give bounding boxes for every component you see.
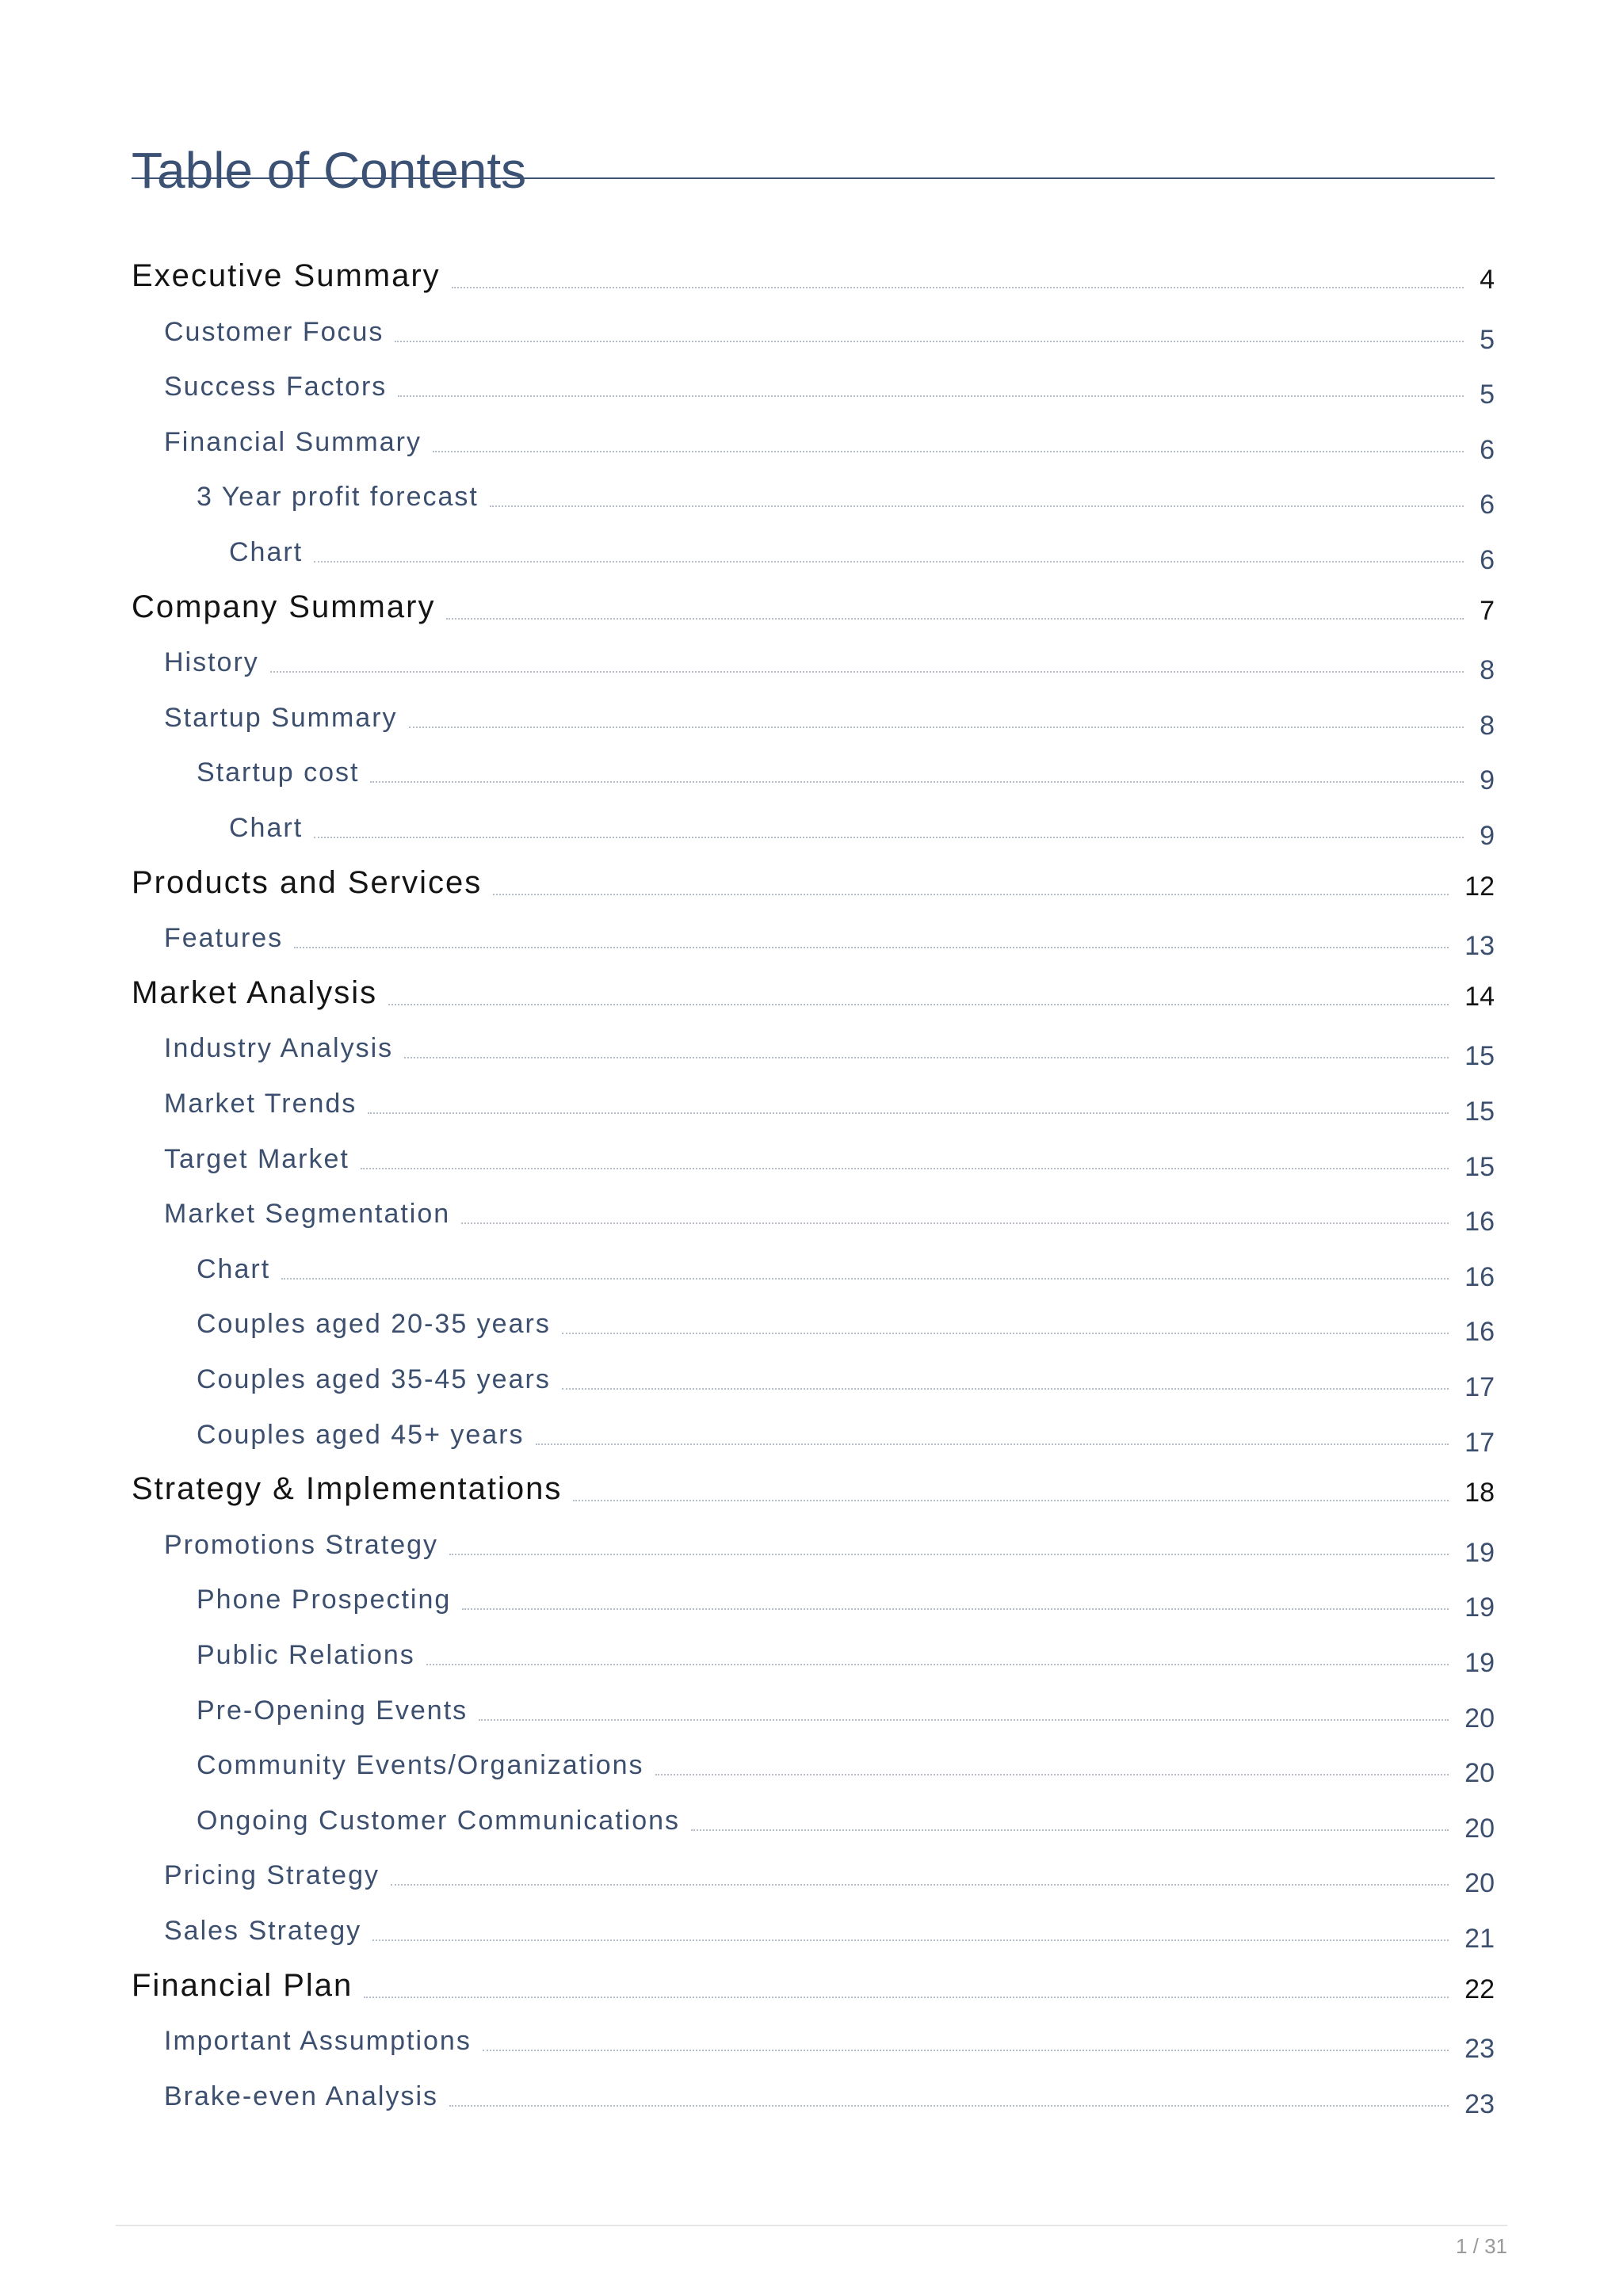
toc-entry-title: Promotions Strategy [164,1529,439,1560]
toc-leader-dots [364,1997,1449,1998]
toc-leader-dots [409,727,1464,728]
toc-leader-dots [452,287,1464,288]
toc-entry[interactable] [0,918,1623,962]
toc-entry[interactable] [0,532,1623,575]
toc-entry[interactable] [0,1745,1623,1789]
toc-leader-dots [426,1664,1449,1665]
toc-entry-page-number: 5 [1480,379,1495,410]
toc-entry-title: Strategy & Implementations [132,1471,563,1507]
toc-entry-page-number: 5 [1480,324,1495,355]
toc-entry-title: Couples aged 20-35 years [197,1309,551,1340]
toc-entry-title: Executive Summary [132,258,441,293]
toc-entry-title: Startup Summary [164,702,398,733]
toc-leader-dots [370,781,1464,783]
toc-entry-title: Brake-even Analysis [164,2081,439,2111]
toc-entry[interactable] [0,367,1623,410]
toc-leader-dots [483,2050,1449,2051]
toc-entry[interactable] [0,864,1623,903]
toc-entry[interactable] [0,808,1623,851]
toc-entry-title: Ongoing Customer Communications [197,1805,681,1836]
toc-entry-page-number: 8 [1480,655,1495,686]
toc-leader-dots [294,947,1449,948]
toc-entry-page-number: 20 [1465,1758,1495,1789]
toc-entry-page-number: 20 [1465,1813,1495,1844]
toc-entry-title: Pre-Opening Events [197,1695,468,1726]
toc-entry-page-number: 20 [1465,1868,1495,1899]
toc-leader-dots [449,1554,1449,1555]
toc-leader-dots [691,1829,1449,1831]
toc-leader-dots [372,1939,1449,1941]
toc-entry-page-number: 23 [1465,2088,1495,2119]
toc-entry-title: Chart [229,537,304,567]
toc-leader-dots [388,1004,1449,1005]
toc-entry[interactable] [0,477,1623,521]
toc-entry-title: 3 Year profit forecast [197,482,479,513]
toc-entry-page-number: 4 [1480,265,1495,295]
toc-entry-page-number: 15 [1465,1041,1495,1072]
toc-entry[interactable] [0,1691,1623,1733]
toc-leader-dots [314,837,1464,838]
toc-entry-page-number: 20 [1465,1703,1495,1733]
toc-entry-page-number: 14 [1465,981,1495,1012]
toc-entry[interactable] [0,1194,1623,1238]
toc-entry[interactable] [0,698,1623,741]
toc-leader-dots [446,618,1464,620]
toc-entry-title: Market Segmentation [164,1199,451,1230]
toc-leader-dots [493,894,1449,895]
toc-entry-page-number: 8 [1480,710,1495,741]
toc-entry-page-number: 6 [1480,434,1495,465]
toc-entry[interactable] [0,1249,1623,1292]
toc-entry[interactable] [0,643,1623,686]
toc-entry[interactable] [0,1855,1623,1899]
toc-leader-dots [490,505,1464,507]
title-underline [132,177,1495,179]
footer-divider [116,2225,1507,2226]
toc-leader-dots [433,451,1464,452]
toc-entry-page-number: 15 [1465,1151,1495,1182]
toc-entry-page-number: 15 [1465,1097,1495,1127]
toc-entry-page-number: 6 [1480,545,1495,575]
page-title: Table of Contents [132,141,527,199]
toc-entry-page-number: 23 [1465,2034,1495,2065]
toc-leader-dots [281,1278,1449,1280]
toc-entry-title: Success Factors [164,372,388,402]
toc-entry[interactable] [0,1525,1623,1568]
toc-entry-title: Market Analysis [132,974,378,1010]
toc-entry-title: Public Relations [197,1640,415,1670]
toc-leader-dots [404,1057,1449,1058]
toc-entry-title: Community Events/Organizations [197,1750,644,1781]
toc-entry-page-number: 18 [1465,1478,1495,1508]
toc-entry[interactable] [0,1470,1623,1509]
toc-entry-page-number: 17 [1465,1427,1495,1458]
toc-entry[interactable] [0,1801,1623,1844]
toc-entry-title: Financial Summary [164,426,422,457]
toc-entry[interactable] [0,1911,1623,1954]
toc-entry-page-number: 17 [1465,1372,1495,1402]
toc-entry-title: Pricing Strategy [164,1860,380,1891]
toc-entry[interactable] [0,1360,1623,1402]
toc-entry-title: Couples aged 45+ years [197,1419,525,1450]
toc-entry-title: Financial Plan [132,1967,353,2003]
toc-entry[interactable] [0,1084,1623,1127]
toc-entry-title: Features [164,923,284,954]
toc-entry-page-number: 19 [1465,1648,1495,1678]
toc-entry-title: Phone Prospecting [197,1585,452,1615]
toc-entry-page-number: 7 [1480,595,1495,626]
toc-entry[interactable] [0,1635,1623,1678]
toc-leader-dots [314,561,1464,563]
toc-entry-page-number: 12 [1465,871,1495,902]
toc-entry-title: Startup cost [197,757,360,788]
toc-entry-page-number: 16 [1465,1207,1495,1238]
toc-entry[interactable] [0,1415,1623,1458]
toc-entry-title: Chart [197,1253,271,1284]
toc-entry-title: Industry Analysis [164,1033,394,1064]
toc-entry-title: Products and Services [132,864,483,900]
toc-entry-page-number: 19 [1465,1537,1495,1568]
toc-entry-page-number: 9 [1480,765,1495,796]
toc-entry[interactable] [0,257,1623,296]
toc-entry[interactable] [0,312,1623,355]
toc-entry[interactable] [0,1580,1623,1623]
toc-leader-dots [479,1719,1449,1721]
toc-entry-page-number: 16 [1465,1261,1495,1292]
toc-entry[interactable] [0,1304,1623,1348]
toc-entry-page-number: 21 [1465,1924,1495,1954]
toc-entry-page-number: 16 [1465,1317,1495,1348]
toc-entry-title: Couples aged 35-45 years [197,1364,551,1394]
toc-entry-title: Important Assumptions [164,2026,472,2057]
toc-entry-title: Sales Strategy [164,1916,362,1946]
toc-leader-dots [270,671,1464,673]
toc-entry[interactable] [0,1139,1623,1182]
toc-entry-title: Company Summary [132,589,436,624]
toc-leader-dots [449,2105,1449,2107]
toc-entry-title: Market Trends [164,1089,357,1119]
toc-leader-dots [398,395,1464,397]
toc-entry-page-number: 9 [1480,821,1495,851]
toc-entry[interactable] [0,753,1623,796]
toc-entry[interactable] [0,1966,1623,2006]
toc-entry[interactable] [0,422,1623,465]
toc-leader-dots [461,1222,1449,1224]
toc-entry[interactable] [0,2021,1623,2065]
toc-leader-dots [361,1168,1449,1169]
page-number: 1 / 31 [1455,2234,1507,2258]
toc-entry-title: Customer Focus [164,316,384,347]
toc-entry-page-number: 22 [1465,1974,1495,2004]
toc-leader-dots [655,1774,1449,1775]
toc-entry[interactable] [0,974,1623,1013]
toc-leader-dots [391,1884,1449,1886]
toc-entry-page-number: 13 [1465,931,1495,962]
toc-entry-page-number: 6 [1480,490,1495,521]
toc-entry-page-number: 19 [1465,1592,1495,1623]
toc-leader-dots [562,1388,1449,1390]
toc-entry[interactable] [0,2077,1623,2119]
toc-leader-dots [368,1112,1449,1114]
toc-entry[interactable] [0,588,1623,627]
toc-entry-title: History [164,647,259,678]
toc-leader-dots [562,1333,1449,1334]
toc-leader-dots [395,341,1464,342]
toc-leader-dots [536,1444,1449,1445]
toc-entry-title: Target Market [164,1143,349,1174]
toc-entry[interactable] [0,1028,1623,1072]
toc-leader-dots [462,1608,1449,1610]
toc-leader-dots [573,1500,1449,1501]
toc-entry-title: Chart [229,813,304,843]
